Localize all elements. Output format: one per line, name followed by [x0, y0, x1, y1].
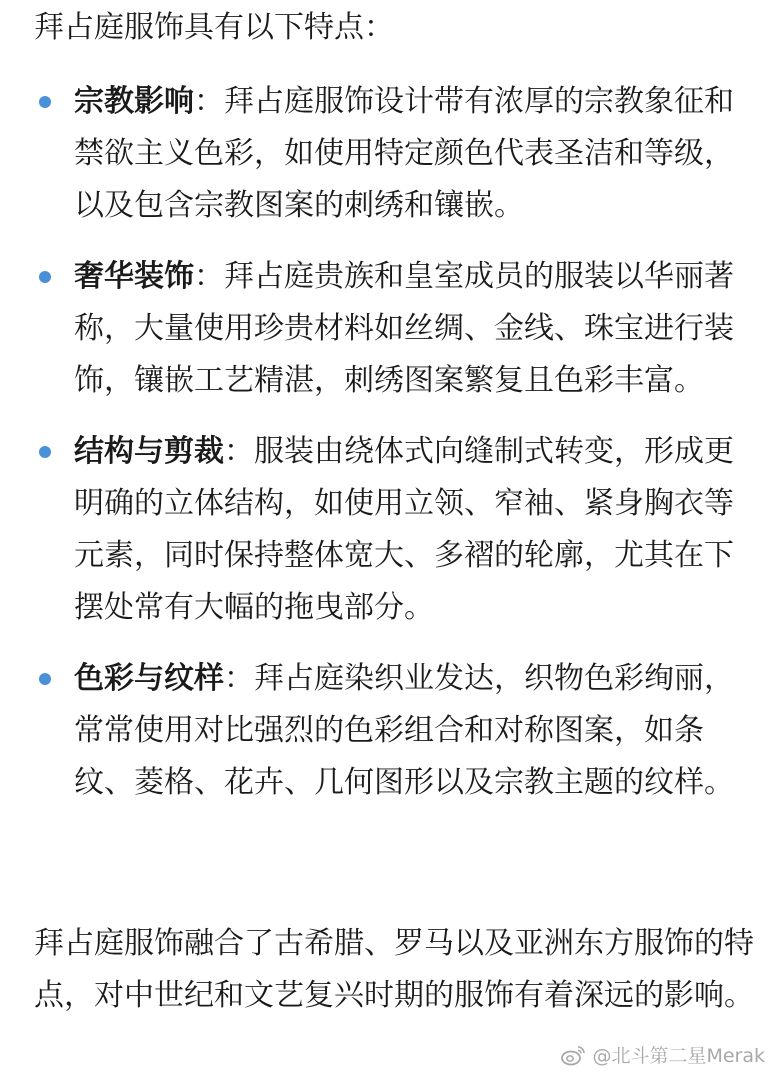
watermark-text: @北斗第二星Merak	[592, 1045, 765, 1067]
item-text: 拜占庭服饰设计带有浓厚的宗教象征和禁欲主义色彩，如使用特定颜色代表圣洁和等级，以及包含宗教图案的刺绣和镶嵌。	[74, 84, 734, 223]
item-term: 结构与剪裁	[74, 434, 224, 469]
bullet-dot	[39, 271, 51, 283]
item-term: 奢华装饰	[74, 259, 194, 294]
intro-paragraph: 拜占庭服饰具有以下特点：	[34, 10, 394, 45]
item-separator: ：	[194, 84, 224, 119]
closing-paragraph: 拜占庭服饰融合了古希腊、罗马以及亚洲东方服饰的特点，对中世纪和文艺复兴时期的服饰有着深远的影响。	[34, 926, 754, 1013]
weibo-icon	[560, 1044, 586, 1066]
list-item-religious-influence	[0, 76, 781, 232]
feature-list	[0, 76, 781, 828]
item-term: 色彩与纹样	[74, 661, 224, 696]
watermark	[560, 1041, 765, 1068]
item-text: 拜占庭染织业发达，织物色彩绚丽，常常使用对比强烈的色彩组合和对称图案，如条纹、菱格、花卉、几何图形以及宗教主题的纹样。	[74, 661, 734, 800]
item-term: 宗教影响	[74, 84, 194, 119]
item-separator: ：	[224, 434, 254, 469]
bullet-dot	[39, 96, 51, 108]
item-text: 服装由绕体式向缝制式转变，形成更明确的立体结构，如使用立领、窄袖、紧身胸衣等元素，同时保持整体宽大、多褶的轮廓，尤其在下摆处常有大幅的拖曳部分。	[74, 434, 734, 625]
list-item-luxury-decoration	[0, 251, 781, 407]
item-text: 拜占庭贵族和皇室成员的服装以华丽著称，大量使用珍贵材料如丝绸、金线、珠宝进行装饰，镶嵌工艺精湛，刺绣图案繁复且色彩丰富。	[74, 259, 734, 398]
item-separator: ：	[224, 661, 254, 696]
bullet-dot	[39, 446, 51, 458]
list-item-color-pattern	[0, 653, 781, 809]
item-separator: ：	[194, 259, 224, 294]
bullet-dot	[39, 673, 51, 685]
list-item-structure-tailoring	[0, 426, 781, 634]
